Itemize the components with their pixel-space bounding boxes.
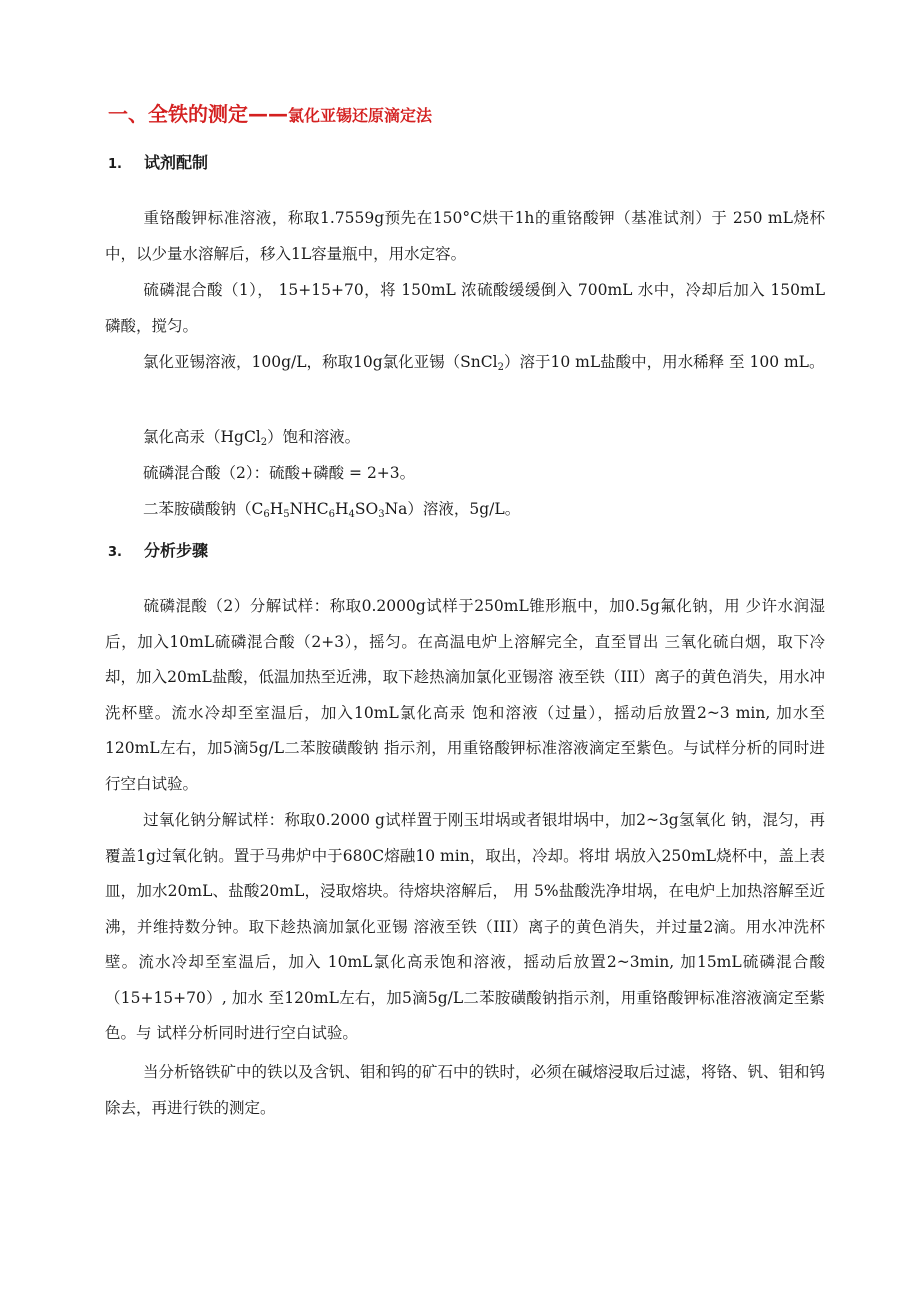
- section-heading-procedure: [108, 538, 208, 561]
- section-heading-reagents: [108, 150, 208, 173]
- title-main: 一、全铁的测定——: [108, 102, 288, 126]
- paragraph-acid-decomposition: 硫磷混酸（2）分解试样：称取0.2000g试样于250mL锥形瓶中，加0.5g氟化钠，用 少许水润湿后，加入10mL硫磷混合酸（2+3），摇匀。在高温电炉上溶解完全，直至冒出 三氧化硫白烟，取下冷却，加入20mL盐酸，低温加热至近沸，取下趁热滴加氯化亚锡溶 液至铁（III）离子的黄色消失，用水冲洗杯壁。流水冷却至室温后，加入10mL氯化高汞 饱和溶液（过量），摇动后放置2~3 min, 加水至120mL左右，加5滴5g/L二苯胺磺酸钠 指示剂，用重铬酸钾标准溶液滴定至紫色。与试样分析的同时进行空白试验。: [105, 597, 825, 793]
- paragraph-peroxide-decomposition: 过氧化钠分解试样：称取0.2000 g试样置于刚玉坩埚或者银坩埚中，加2~3g氢氧化 钠，混匀，再覆盖1g过氧化钠。置于马弗炉中于680C熔融10 min，取出，冷却。将坩 埚放入250mL烧杯中，盖上表皿，加水20mL、盐酸20mL，浸取熔块。待熔块溶解后， 用 5%盐酸洗净坩埚，在电炉上加热溶解至近沸，并维持数分钟。取下趁热滴加氯化亚锡 溶液至铁（III）离子的黄色消失，并过量2滴。用水冲洗杯壁。流水冷却至室温后，加入 10mL氯化高汞饱和溶液，摇动后放置2~3min, 加15mL硫磷混合酸（15+15+70）, 加水 至120mL左右，加5滴5g/L二苯胺磺酸钠指示剂，用重铬酸钾标准溶液滴定至紫色。与 试样分析同时进行空白试验。: [105, 811, 825, 1042]
- line-mixed-acid-2: 硫磷混合酸（2）：硫酸+磷酸 = 2+3。: [143, 464, 416, 482]
- section-number: 3.: [108, 545, 122, 560]
- line-indicator: 二苯胺磺酸钠$(C_6H_5NHC_6H_4SO_3Na)$溶液，5g/L。: [143, 500, 521, 520]
- page-title: [108, 98, 432, 127]
- section-number: 1.: [108, 157, 122, 172]
- line-mercuric-chloride: 氯化高汞（HgCl$_2$）饱和溶液。: [143, 428, 361, 448]
- section-title: 分析步骤: [144, 541, 209, 560]
- title-method: 氯化亚锡还原滴定法: [288, 106, 433, 125]
- paragraph-mixed-acid-1: 硫磷混合酸（1）， 15+15+70，将 150mL 浓硫酸缓缓倒入 700mL 水中，冷却后加入 150mL 磷酸，搅匀。: [105, 281, 825, 335]
- section-title: 试剂配制: [144, 153, 209, 172]
- paragraph-chromite-note: 当分析铬铁矿中的铁以及含钒、钼和钨的矿石中的铁时，必须在碱熔浸取后过滤，将铬、钒、钼和钨除去，再进行铁的测定。: [105, 1063, 826, 1117]
- paragraph-stannous-chloride: 氯化亚锡溶液，100g/L，称取10g氯化亚锡（SnCl$_2$）溶于10 mL盐酸中，用水稀释 至 100 mL。: [143, 353, 825, 373]
- paragraph-dichromate: 重铬酸钾标准溶液，称取1.7559g预先在150°C烘干1h的重铬酸钾（基准试剂）于 250 mL烧杯中，以少量水溶解后，移入1L容量瓶中，用水定容。: [105, 209, 825, 263]
